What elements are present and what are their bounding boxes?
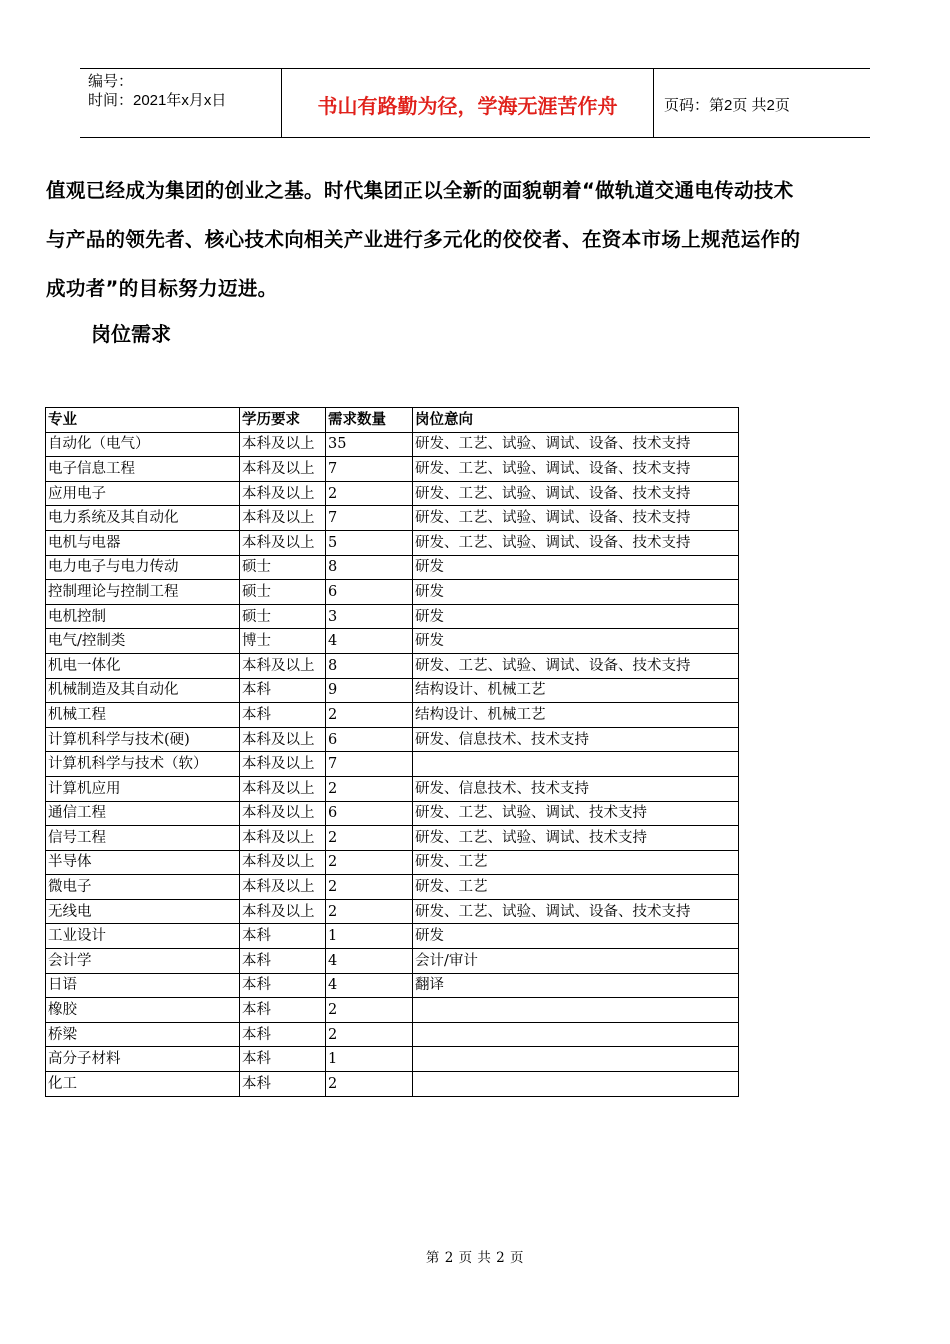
cell-quantity: 7 xyxy=(326,457,413,482)
cell-major: 高分子材料 xyxy=(46,1047,240,1072)
cell-quantity: 35 xyxy=(326,432,413,457)
cell-degree: 本科及以上 xyxy=(240,457,326,482)
cell-degree: 本科 xyxy=(240,924,326,949)
cell-major: 工业设计 xyxy=(46,924,240,949)
cell-degree: 本科及以上 xyxy=(240,899,326,924)
cell-major: 电机与电器 xyxy=(46,530,240,555)
table-row xyxy=(46,727,739,752)
cell-position: 研发、工艺、试验、调试、设备、技术支持 xyxy=(413,899,739,924)
cell-position xyxy=(413,998,739,1023)
table-row xyxy=(46,752,739,777)
table-row xyxy=(46,530,739,555)
cell-quantity: 4 xyxy=(326,629,413,654)
cell-quantity: 5 xyxy=(326,530,413,555)
table-row xyxy=(46,703,739,728)
cell-quantity: 7 xyxy=(326,752,413,777)
cell-degree: 本科及以上 xyxy=(240,530,326,555)
cell-major: 电力电子与电力传动 xyxy=(46,555,240,580)
cell-degree: 本科 xyxy=(240,998,326,1023)
cell-degree: 本科及以上 xyxy=(240,432,326,457)
cell-degree: 本科及以上 xyxy=(240,506,326,531)
table-row xyxy=(46,875,739,900)
cell-degree: 本科及以上 xyxy=(240,727,326,752)
paragraph-line: 与产品的领先者、核心技术向相关产业进行多元化的佼佼者、在资本市场上规范运作的 xyxy=(46,228,801,251)
cell-position: 研发、工艺、试验、调试、设备、技术支持 xyxy=(413,432,739,457)
cell-major: 自动化（电气） xyxy=(46,432,240,457)
table-row xyxy=(46,678,739,703)
cell-position: 研发、工艺、试验、调试、设备、技术支持 xyxy=(413,481,739,506)
cell-major: 会计学 xyxy=(46,949,240,974)
cell-position: 研发、工艺 xyxy=(413,875,739,900)
cell-degree: 本科 xyxy=(240,1022,326,1047)
cell-quantity: 8 xyxy=(326,653,413,678)
paragraph-line: 成功者”的目标努力迈进。 xyxy=(46,277,278,300)
header-motto: 书山有路勤为径，学海无涯苦作舟 xyxy=(282,69,654,137)
cell-degree: 本科 xyxy=(240,1072,326,1097)
cell-position xyxy=(413,1072,739,1097)
cell-degree: 本科 xyxy=(240,949,326,974)
cell-quantity: 2 xyxy=(326,850,413,875)
table-row xyxy=(46,924,739,949)
header-number: 编号： xyxy=(88,73,134,90)
cell-position xyxy=(413,752,739,777)
cell-major: 应用电子 xyxy=(46,481,240,506)
table-row xyxy=(46,826,739,851)
table-row xyxy=(46,973,739,998)
cell-position: 研发、工艺、试验、调试、技术支持 xyxy=(413,801,739,826)
cell-major: 机械工程 xyxy=(46,703,240,728)
cell-quantity: 1 xyxy=(326,924,413,949)
cell-degree: 本科 xyxy=(240,973,326,998)
cell-position: 研发 xyxy=(413,555,739,580)
cell-position: 结构设计、机械工艺 xyxy=(413,703,739,728)
table-row xyxy=(46,604,739,629)
requirements-table xyxy=(45,407,739,1097)
page-header xyxy=(80,68,870,138)
cell-quantity: 4 xyxy=(326,949,413,974)
table-row xyxy=(46,1072,739,1097)
table-row xyxy=(46,998,739,1023)
cell-degree: 本科及以上 xyxy=(240,752,326,777)
table-row xyxy=(46,850,739,875)
table-header-row xyxy=(46,408,739,433)
cell-position: 研发 xyxy=(413,580,739,605)
table-row xyxy=(46,481,739,506)
header-time: 时间：2021年x月x日 xyxy=(88,92,227,109)
cell-quantity: 2 xyxy=(326,899,413,924)
cell-quantity: 2 xyxy=(326,1072,413,1097)
cell-major: 半导体 xyxy=(46,850,240,875)
table-row xyxy=(46,776,739,801)
cell-degree: 本科及以上 xyxy=(240,801,326,826)
table-row xyxy=(46,629,739,654)
cell-quantity: 6 xyxy=(326,727,413,752)
cell-major: 电子信息工程 xyxy=(46,457,240,482)
cell-major: 控制理论与控制工程 xyxy=(46,580,240,605)
cell-quantity: 2 xyxy=(326,875,413,900)
cell-degree: 硕士 xyxy=(240,604,326,629)
cell-position: 研发、工艺、试验、调试、设备、技术支持 xyxy=(413,457,739,482)
cell-position: 研发、工艺、试验、调试、设备、技术支持 xyxy=(413,530,739,555)
cell-quantity: 2 xyxy=(326,776,413,801)
column-header-position: 岗位意向 xyxy=(413,408,739,433)
cell-position xyxy=(413,1022,739,1047)
table-row xyxy=(46,653,739,678)
section-title: 岗位需求 xyxy=(91,322,171,346)
cell-position: 研发、信息技术、技术支持 xyxy=(413,776,739,801)
cell-degree: 本科及以上 xyxy=(240,850,326,875)
cell-quantity: 2 xyxy=(326,703,413,728)
table-row xyxy=(46,1047,739,1072)
cell-major: 计算机科学与技术（软） xyxy=(46,752,240,777)
cell-quantity: 6 xyxy=(326,580,413,605)
cell-major: 橡胶 xyxy=(46,998,240,1023)
cell-major: 机械制造及其自动化 xyxy=(46,678,240,703)
column-header-quantity: 需求数量 xyxy=(326,408,413,433)
cell-quantity: 7 xyxy=(326,506,413,531)
cell-quantity: 8 xyxy=(326,555,413,580)
cell-quantity: 3 xyxy=(326,604,413,629)
cell-quantity: 1 xyxy=(326,1047,413,1072)
table-row xyxy=(46,432,739,457)
cell-major: 日语 xyxy=(46,973,240,998)
header-page-info: 页码：第2页 共2页 xyxy=(664,96,790,114)
column-header-major: 专业 xyxy=(46,408,240,433)
cell-position: 研发、工艺、试验、调试、设备、技术支持 xyxy=(413,653,739,678)
cell-degree: 硕士 xyxy=(240,555,326,580)
cell-major: 电机控制 xyxy=(46,604,240,629)
cell-quantity: 2 xyxy=(326,481,413,506)
cell-position: 研发 xyxy=(413,604,739,629)
column-header-degree: 学历要求 xyxy=(240,408,326,433)
cell-major: 信号工程 xyxy=(46,826,240,851)
cell-position: 研发 xyxy=(413,924,739,949)
cell-quantity: 6 xyxy=(326,801,413,826)
paragraph-line: 值观已经成为集团的创业之基。时代集团正以全新的面貌朝着“做轨道交通电传动技术 xyxy=(46,179,794,202)
cell-degree: 本科 xyxy=(240,1047,326,1072)
body-paragraph xyxy=(46,166,898,313)
cell-major: 无线电 xyxy=(46,899,240,924)
cell-quantity: 2 xyxy=(326,998,413,1023)
table-row xyxy=(46,949,739,974)
cell-major: 通信工程 xyxy=(46,801,240,826)
table-row xyxy=(46,580,739,605)
table-row xyxy=(46,555,739,580)
cell-degree: 博士 xyxy=(240,629,326,654)
cell-major: 电力系统及其自动化 xyxy=(46,506,240,531)
cell-major: 计算机科学与技术(硬) xyxy=(46,727,240,752)
cell-position: 会计/审计 xyxy=(413,949,739,974)
table-body xyxy=(46,408,739,1097)
table-row xyxy=(46,1022,739,1047)
table-row xyxy=(46,457,739,482)
cell-degree: 本科及以上 xyxy=(240,776,326,801)
header-meta xyxy=(80,69,282,137)
cell-position: 翻译 xyxy=(413,973,739,998)
cell-degree: 本科 xyxy=(240,703,326,728)
cell-degree: 硕士 xyxy=(240,580,326,605)
cell-degree: 本科及以上 xyxy=(240,826,326,851)
table-row xyxy=(46,801,739,826)
cell-major: 化工 xyxy=(46,1072,240,1097)
cell-quantity: 2 xyxy=(326,1022,413,1047)
cell-degree: 本科及以上 xyxy=(240,481,326,506)
cell-degree: 本科及以上 xyxy=(240,653,326,678)
cell-major: 电气/控制类 xyxy=(46,629,240,654)
cell-major: 计算机应用 xyxy=(46,776,240,801)
cell-major: 桥梁 xyxy=(46,1022,240,1047)
cell-major: 机电一体化 xyxy=(46,653,240,678)
cell-quantity: 4 xyxy=(326,973,413,998)
cell-position: 研发、工艺、试验、调试、技术支持 xyxy=(413,826,739,851)
cell-degree: 本科及以上 xyxy=(240,875,326,900)
cell-position: 研发 xyxy=(413,629,739,654)
cell-position: 结构设计、机械工艺 xyxy=(413,678,739,703)
page-footer: 第 2 页 共 2 页 xyxy=(425,1250,525,1266)
cell-quantity: 9 xyxy=(326,678,413,703)
cell-major: 微电子 xyxy=(46,875,240,900)
table-row xyxy=(46,899,739,924)
cell-position: 研发、信息技术、技术支持 xyxy=(413,727,739,752)
table-row xyxy=(46,506,739,531)
cell-position: 研发、工艺、试验、调试、设备、技术支持 xyxy=(413,506,739,531)
cell-position: 研发、工艺 xyxy=(413,850,739,875)
cell-position xyxy=(413,1047,739,1072)
cell-quantity: 2 xyxy=(326,826,413,851)
cell-degree: 本科 xyxy=(240,678,326,703)
